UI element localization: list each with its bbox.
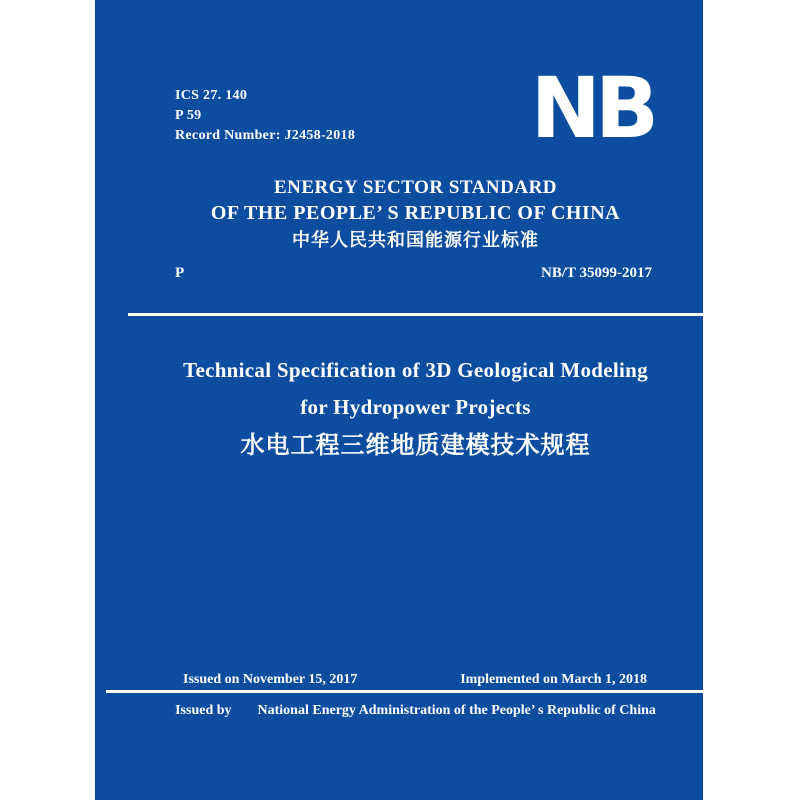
implemented-date: Implemented on March 1, 2018 [460, 672, 647, 687]
standard-number: NB/T 35099-2017 [541, 265, 652, 281]
nb-logo: NB [530, 59, 653, 157]
title-en-line2: for Hydropower Projects [300, 395, 531, 419]
class-number-row [175, 263, 652, 283]
ics-block [175, 86, 355, 146]
issuer-row [128, 701, 703, 721]
standard-name-en-line2: OF THE PEOPLE’ S REPUBLIC OF CHINA [210, 202, 621, 224]
issued-by-value: National Energy Administration of the People’ s Republic of China [257, 703, 656, 718]
doc-class-code: P [175, 265, 185, 281]
issued-date: Issued on November 15, 2017 [183, 672, 358, 687]
standard-name-block [128, 175, 703, 254]
title-zh: 水电工程三维地质建模技术规程 [240, 433, 591, 459]
issue-dates-row [183, 670, 647, 690]
classification-code: P 59 [175, 108, 202, 123]
title-en-line1: Technical Specification of 3D Geological Modeling [183, 358, 648, 382]
title-block [128, 352, 703, 464]
record-number: Record Number: J2458-2018 [175, 128, 356, 143]
cover-blue-panel [95, 0, 703, 800]
standard-name-en-line1: ENERGY SECTOR STANDARD [273, 177, 558, 198]
standard-name-zh: 中华人民共和国能源行业标准 [292, 230, 539, 250]
ics-code: ICS 27. 140 [175, 88, 248, 103]
footer-divider-line [106, 690, 703, 693]
issued-by-label: Issued by [175, 703, 232, 718]
header-divider-line [128, 313, 703, 316]
